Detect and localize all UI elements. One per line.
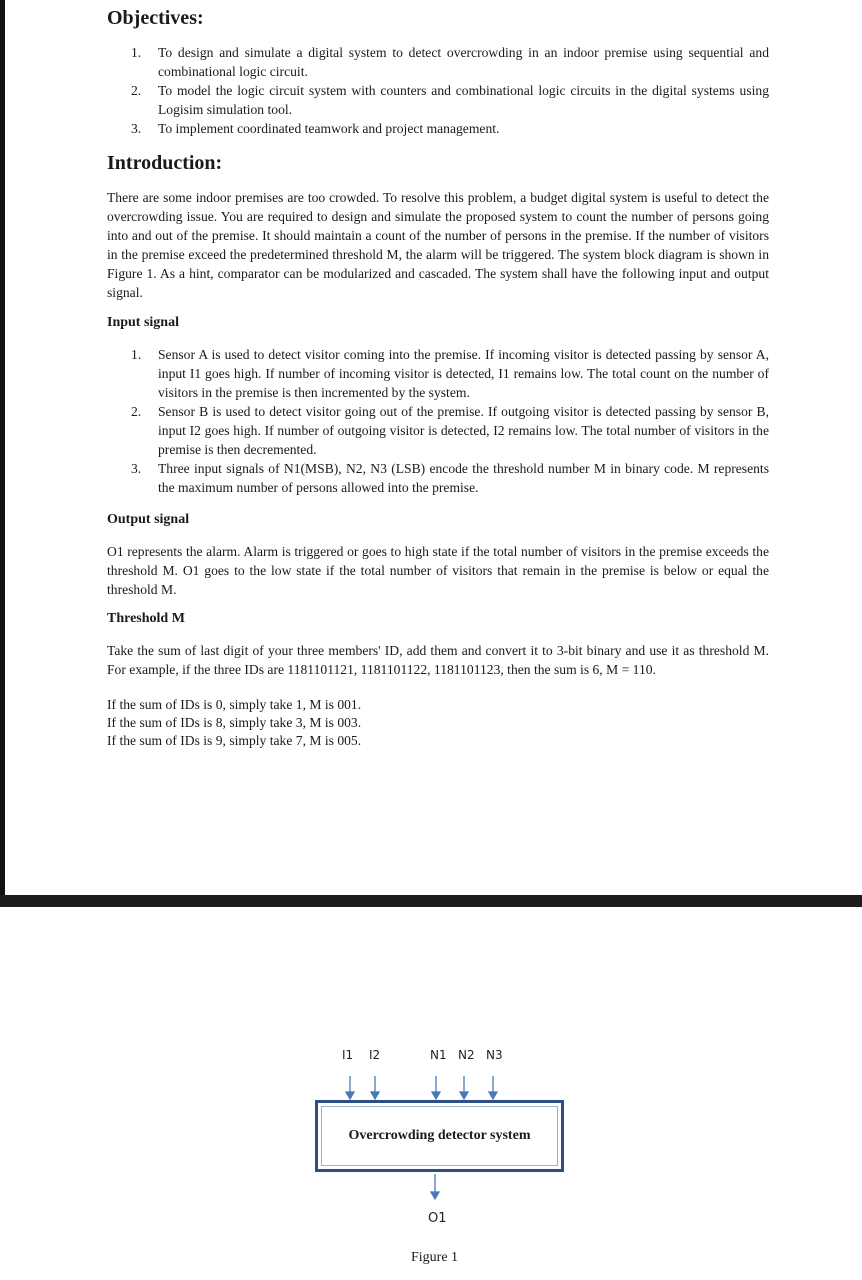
threshold-line: If the sum of IDs is 8, simply take 3, M is 003. <box>107 715 362 730</box>
arrow-head-icon <box>346 1092 354 1099</box>
arrow-head-icon <box>489 1092 497 1099</box>
arrow-head-icon <box>431 1192 439 1199</box>
arrow-head-icon <box>371 1092 379 1099</box>
threshold-line: If the sum of IDs is 9, simply take 7, M is 005. <box>107 733 362 748</box>
output-signal-heading: Output signal <box>107 512 190 527</box>
input-label-i1: I1 <box>342 1048 354 1062</box>
threshold-heading: Threshold M <box>107 611 185 626</box>
list-item: 3. Three input signals of N1(MSB), N2, N3 (LSB) encode the threshold number M in binary code. M represents the maximum number of persons allowed into the premise. <box>131 461 769 495</box>
block-label: Overcrowding detector system <box>348 1128 531 1143</box>
detector-system-block <box>315 1100 564 1172</box>
output-arrow <box>425 1172 445 1204</box>
list-item: 1. To design and simulate a digital system to detect overcrowding in an indoor premise using sequential and combinational logic circuit. <box>131 45 769 79</box>
output-label-o1: O1 <box>428 1211 447 1226</box>
output-signal-paragraph: O1 represents the alarm. Alarm is triggered or goes to high state if the total number of visitors in the premise exceeds the threshold M. O1 goes to the low state if the total number of visitors that remain in the premise is below or equal the threshold M. <box>107 544 769 597</box>
list-item: 2. Sensor B is used to detect visitor going out of the premise. If outgoing visitor is detected passing by sensor B, input I2 goes high. If number of outgoing visitor is detected, I2 remains low. The total number of visitors in the premise is then decremented. <box>131 404 769 457</box>
introduction-paragraph: There are some indoor premises are too crowded. To resolve this problem, a budget digital system is useful to detect the overcrowding issue. You are required to design and simulate the proposed system to count the number of persons going into and out of the premise. It should maintain a count of the number of persons in the premise. If the number of visitors in the premise exceed the predetermined threshold M, the alarm will be triggered. The system block diagram is shown in Figure 1. As a hint, comparator can be modularized and cascaded. The system shall have the following input and output signal. <box>107 190 769 300</box>
list-item: 1. Sensor A is used to detect visitor coming into the premise. If incoming visitor is detected passing by sensor A, input I1 goes high. If number of incoming visitor is detected, I1 remains low. The total count on the number of visitors in the premise is then incremented by the system. <box>131 347 769 400</box>
page-divider <box>0 895 862 907</box>
input-label-n2: N2 <box>458 1048 475 1062</box>
list-item: 2. To model the logic circuit system with counters and combinational logic circuits in the digital systems using Logisim simulation tool. <box>131 83 769 117</box>
figure-caption: Figure 1 <box>411 1250 459 1265</box>
arrow-head-icon <box>460 1092 468 1099</box>
introduction-heading: Introduction: <box>107 152 223 174</box>
input-signal-list <box>107 345 769 497</box>
threshold-line: If the sum of IDs is 0, simply take 1, M is 001. <box>107 697 362 712</box>
input-label-i2: I2 <box>369 1048 381 1062</box>
input-signal-heading: Input signal <box>107 315 179 330</box>
input-label-n3: N3 <box>486 1048 503 1062</box>
list-item: 3. To implement coordinated teamwork and project management. <box>131 121 500 136</box>
objectives-heading: Objectives: <box>107 7 204 29</box>
threshold-paragraph: Take the sum of last digit of your three members' ID, add them and convert it to 3-bit binary and use it as threshold M. For example, if the three IDs are 1181101121, 1181101122, 1181101123, then the sum is 6, M = 110. <box>107 643 769 677</box>
objectives-list <box>107 43 769 138</box>
arrow-head-icon <box>432 1092 440 1099</box>
input-label-n1: N1 <box>430 1048 447 1062</box>
input-arrows <box>330 1072 510 1102</box>
